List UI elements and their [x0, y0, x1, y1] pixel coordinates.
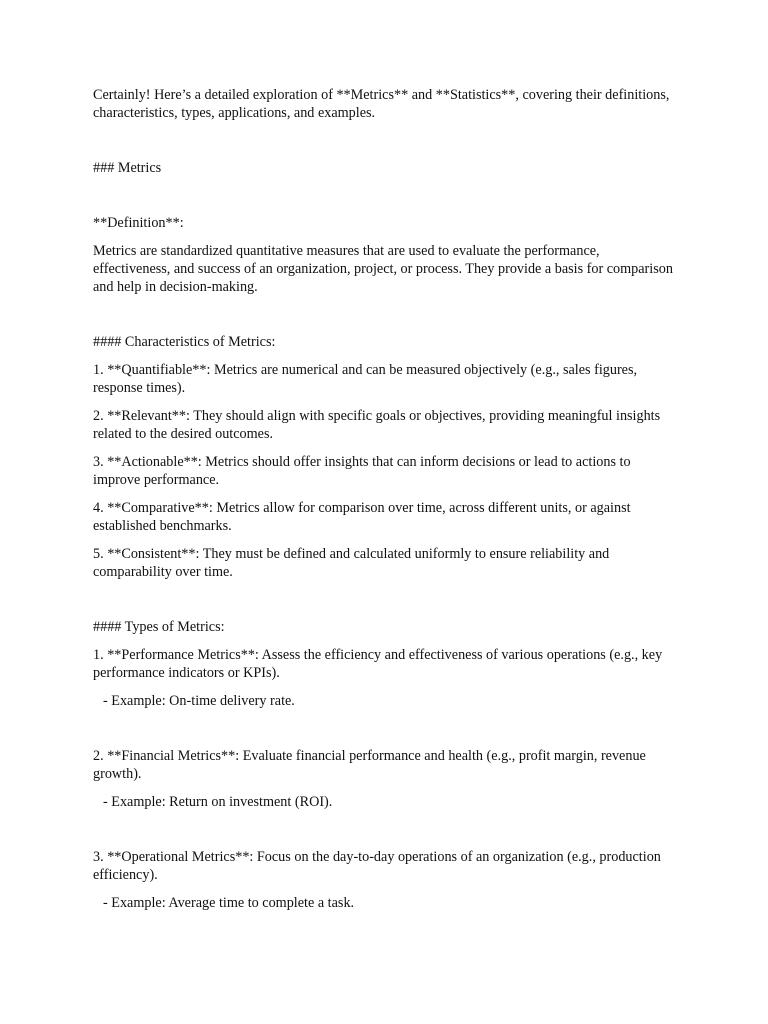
- characteristic-item: 5. **Consistent**: They must be defined and calculated uniformly to ensure reliability and comparability over time.: [93, 546, 610, 580]
- characteristic-item: 3. **Actionable**: Metrics should offer insights that can inform decisions or lead to actions to improve performance.: [93, 454, 631, 488]
- type-item: 3. **Operational Metrics**: Focus on the day-to-day operations of an organization (e.g., production efficiency).: [93, 849, 661, 883]
- document-body: [93, 86, 678, 912]
- characteristic-item: 4. **Comparative**: Metrics allow for comparison over time, across different units, or against established benchmarks.: [93, 500, 631, 534]
- types-heading: #### Types of Metrics:: [93, 619, 225, 635]
- characteristic-item: 1. **Quantifiable**: Metrics are numerical and can be measured objectively (e.g., sales figures, response times).: [93, 362, 638, 396]
- type-example: - Example: Return on investment (ROI).: [103, 794, 333, 810]
- definition-label: **Definition**:: [93, 215, 184, 231]
- characteristics-heading: #### Characteristics of Metrics:: [93, 334, 276, 350]
- type-item: 1. **Performance Metrics**: Assess the efficiency and effectiveness of various operations (e.g., key performance indicators or KPIs).: [93, 647, 663, 681]
- characteristic-item: 2. **Relevant**: They should align with specific goals or objectives, providing meaningful insights related to the desired outcomes.: [93, 408, 661, 442]
- type-example: - Example: Average time to complete a task.: [103, 895, 355, 911]
- type-item: 2. **Financial Metrics**: Evaluate financial performance and health (e.g., profit margin, revenue growth).: [93, 748, 646, 782]
- metrics-heading: ### Metrics: [93, 160, 162, 176]
- intro-paragraph: Certainly! Here’s a detailed exploration of **Metrics** and **Statistics**, covering their definitions, characteristics, types, applications, and examples.: [93, 87, 670, 121]
- definition-paragraph: Metrics are standardized quantitative measures that are used to evaluate the performance, effectiveness, and success of an organization, project, or process. They provide a basis for comparison and help in decision-making.: [93, 243, 673, 295]
- type-example: - Example: On-time delivery rate.: [103, 693, 295, 709]
